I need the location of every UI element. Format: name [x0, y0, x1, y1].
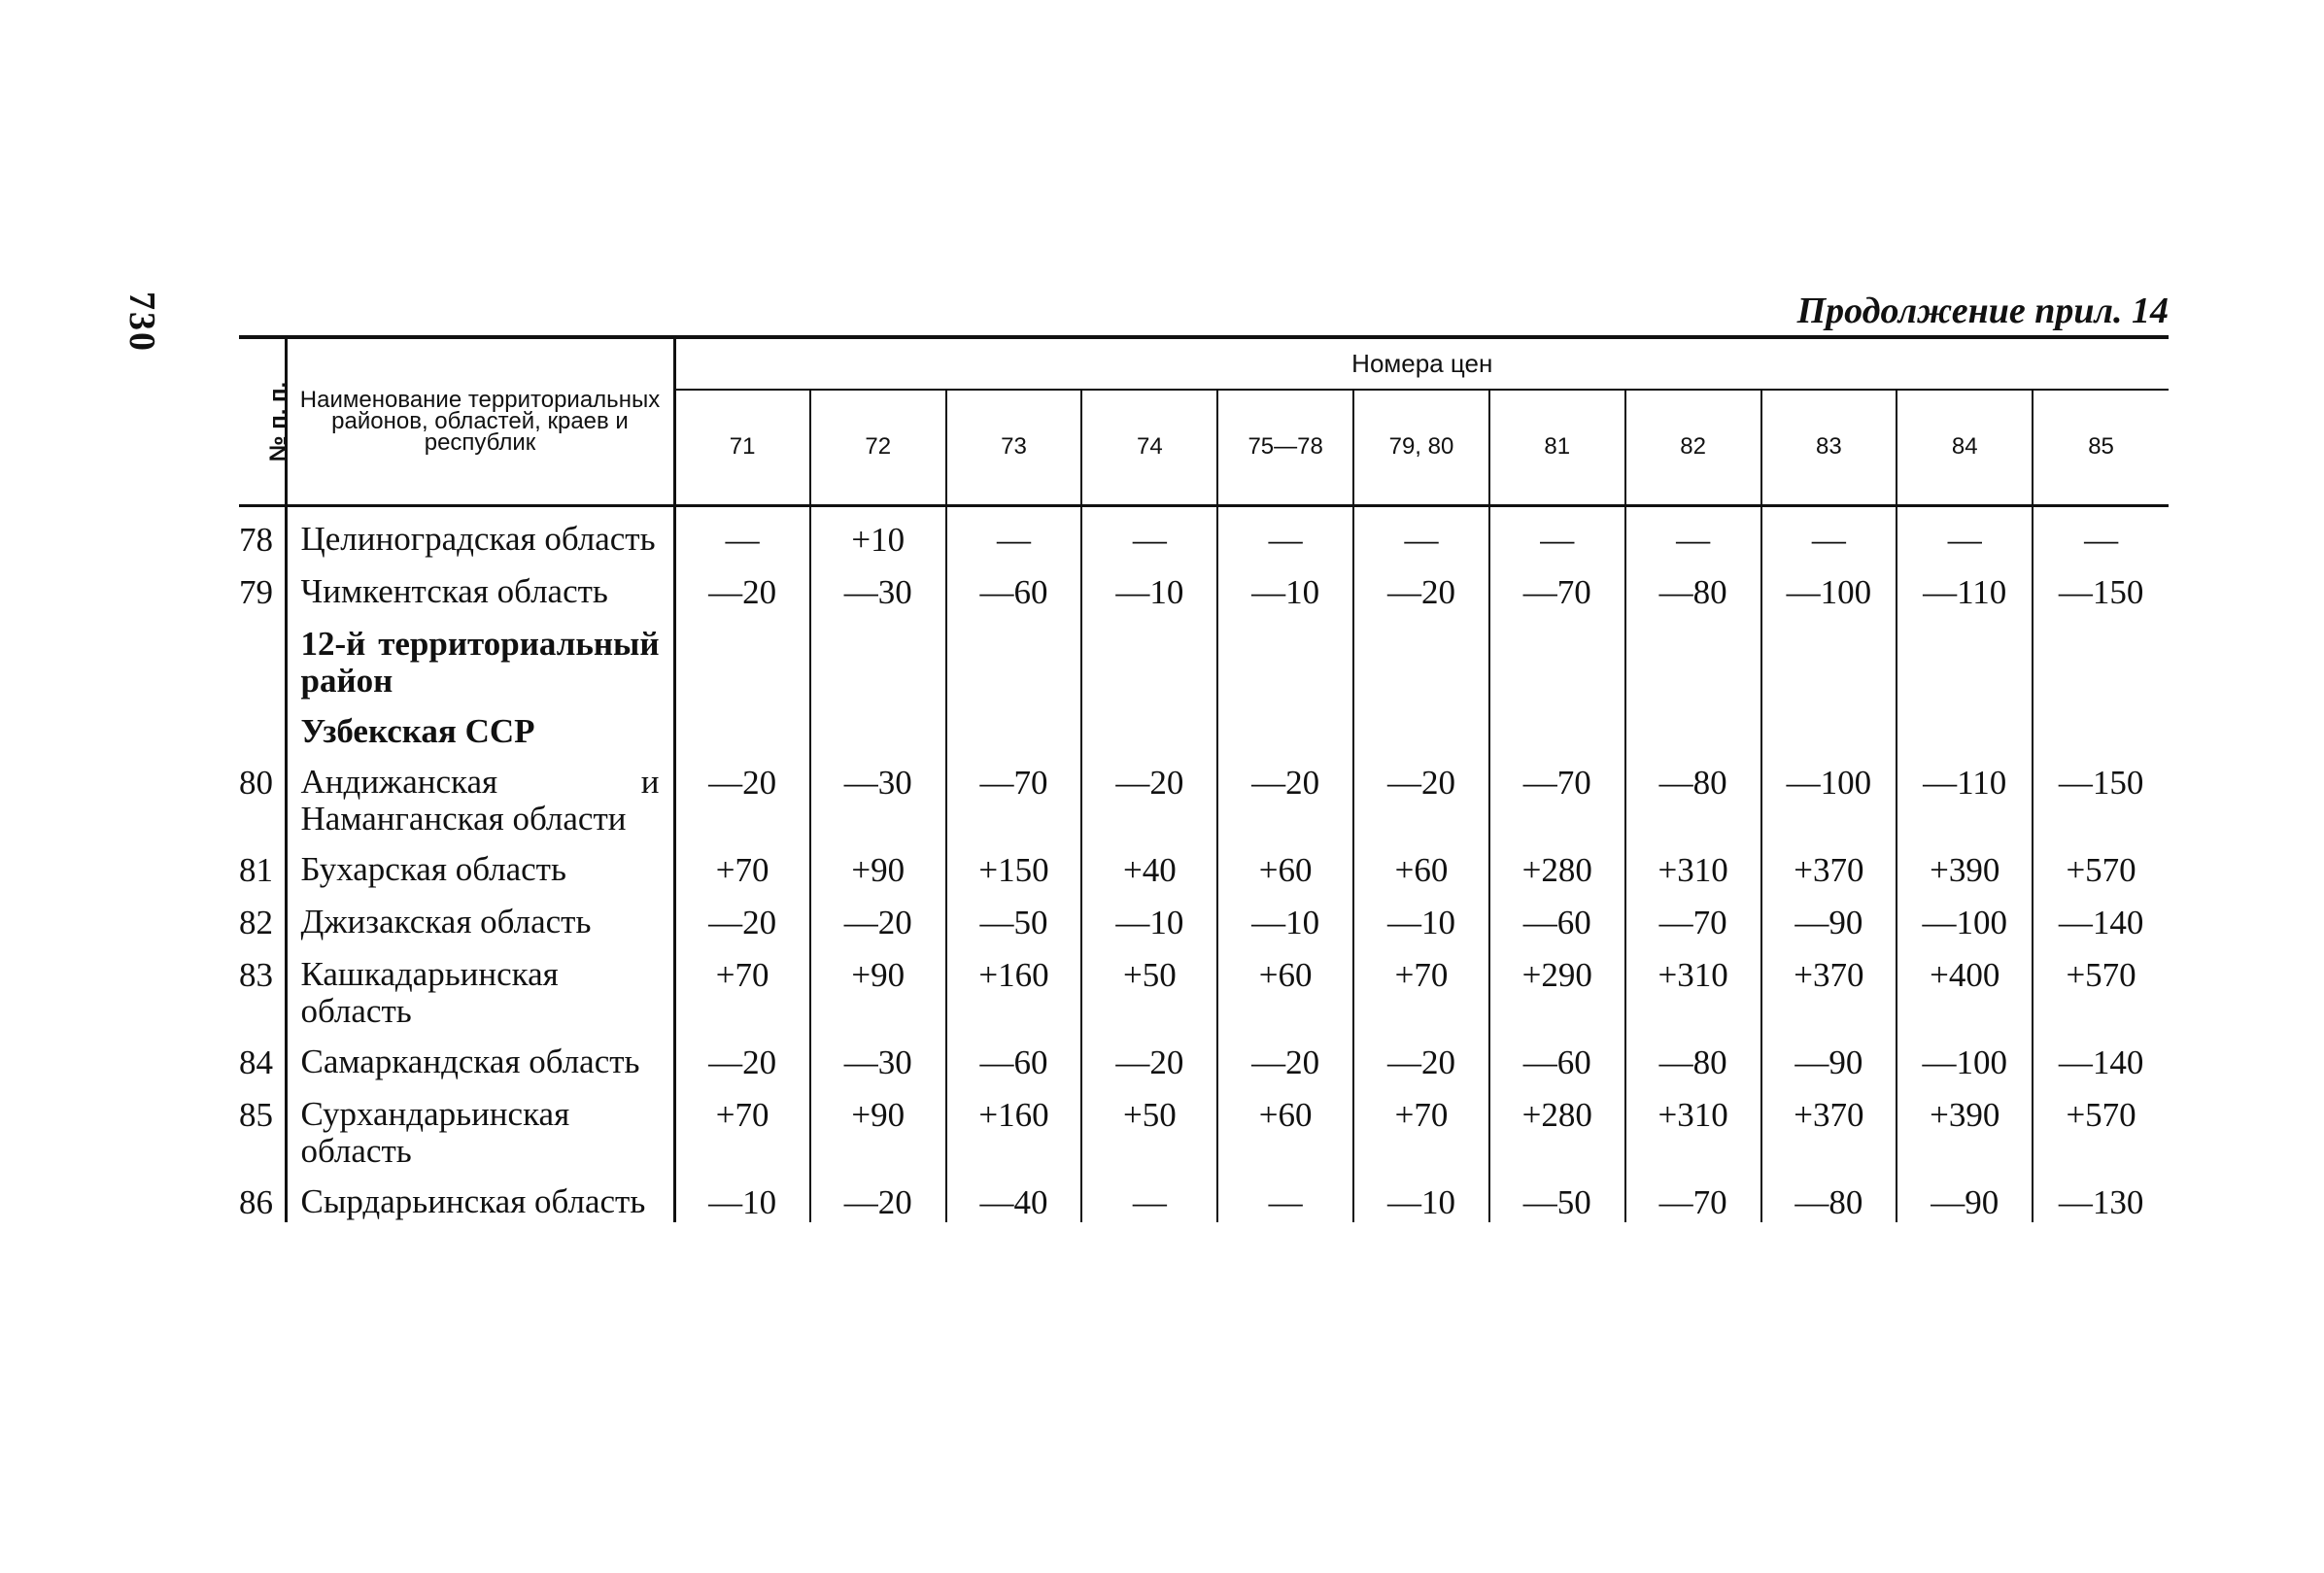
price-value: —60 [946, 560, 1082, 612]
price-value: +60 [1217, 838, 1353, 890]
region-name: Чимкентская область [286, 560, 674, 612]
price-column-header: 83 [1761, 390, 1897, 506]
price-value: +60 [1353, 838, 1489, 890]
row-number: 79 [239, 560, 286, 612]
price-value: —100 [1897, 890, 2033, 942]
price-value: — [1081, 506, 1217, 561]
price-value: +60 [1217, 942, 1353, 1030]
region-name: Кашкадарьинская область [286, 942, 674, 1030]
region-name: Сырдарьинская область [286, 1170, 674, 1222]
price-value: —20 [810, 890, 946, 942]
price-value: —90 [1761, 890, 1897, 942]
price-value: +280 [1489, 1082, 1625, 1170]
price-value: —90 [1897, 1170, 2033, 1222]
price-value: —70 [1489, 560, 1625, 612]
table-row [239, 506, 2169, 561]
section-title-row [239, 612, 2169, 700]
price-value: —20 [674, 560, 810, 612]
price-value: —110 [1897, 750, 2033, 838]
price-value: —20 [1353, 560, 1489, 612]
price-value: — [1081, 1170, 1217, 1222]
price-value: —140 [2058, 904, 2144, 941]
price-value: +570 [2066, 956, 2136, 994]
price-value: +90 [810, 1082, 946, 1170]
price-value: +310 [1625, 942, 1761, 1030]
row-number: 83 [239, 942, 286, 1030]
page-number: 730 [121, 291, 162, 353]
row-number: 85 [239, 1082, 286, 1170]
price-value: +40 [1081, 838, 1217, 890]
price-value: —30 [810, 560, 946, 612]
price-value: +70 [674, 838, 810, 890]
region-name-header: Наименование территориальных районов, областей, краев и республик [286, 337, 674, 506]
price-value: — [1489, 506, 1625, 561]
price-value: — [1625, 506, 1761, 561]
price-value: +70 [674, 1082, 810, 1170]
price-value: —80 [1761, 1170, 1897, 1222]
price-value: +70 [1353, 1082, 1489, 1170]
price-value: —130 [2058, 1183, 2144, 1221]
region-name: Андижанская и Наманганская области [286, 750, 674, 838]
price-value: —60 [946, 1030, 1082, 1082]
price-value: — [674, 506, 810, 561]
price-value: +70 [1353, 942, 1489, 1030]
price-value: —10 [1353, 890, 1489, 942]
table-row [239, 560, 2169, 612]
price-value: —90 [1761, 1030, 1897, 1082]
price-value: —10 [1217, 890, 1353, 942]
price-value: —20 [1217, 750, 1353, 838]
price-value: —80 [1625, 1030, 1761, 1082]
price-value: —10 [674, 1170, 810, 1222]
price-value: —80 [1625, 560, 1761, 612]
price-value: — [946, 506, 1082, 561]
price-column-header: 85 [2033, 390, 2169, 506]
price-value: —70 [1625, 890, 1761, 942]
price-value: —20 [674, 1030, 810, 1082]
row-number: 82 [239, 890, 286, 942]
region-name: Джизакская область [286, 890, 674, 942]
price-numbers-header: Номера цен [674, 337, 2169, 390]
section-subtitle: Узбекская ССР [286, 700, 674, 750]
price-value: +570 [2066, 1096, 2136, 1134]
region-name: Бухарская область [286, 838, 674, 890]
price-value: +370 [1761, 838, 1897, 890]
price-value: —30 [810, 750, 946, 838]
price-value: —20 [1217, 1030, 1353, 1082]
price-column-header: 75—78 [1217, 390, 1353, 506]
price-value: +400 [1897, 942, 2033, 1030]
section-title: 12-й территориальный район [286, 612, 674, 700]
price-value: — [1897, 506, 2033, 561]
price-value: —30 [810, 1030, 946, 1082]
region-name: Целиноградская область [286, 506, 674, 561]
price-value: —20 [674, 750, 810, 838]
price-value: +290 [1489, 942, 1625, 1030]
table-row [239, 1030, 2169, 1082]
price-value: +160 [946, 942, 1082, 1030]
price-value: —150 [2058, 573, 2144, 611]
table-row [239, 1082, 2169, 1170]
price-value: —20 [810, 1170, 946, 1222]
price-value: +570 [2066, 851, 2136, 889]
price-value: —10 [1081, 560, 1217, 612]
price-value: +90 [810, 838, 946, 890]
price-value: —20 [674, 890, 810, 942]
price-value: +50 [1081, 1082, 1217, 1170]
row-number: 86 [239, 1170, 286, 1222]
row-number: 81 [239, 838, 286, 890]
table-row [239, 942, 2169, 1030]
price-column-header: 81 [1489, 390, 1625, 506]
price-value: —20 [1081, 750, 1217, 838]
price-value: —110 [1897, 560, 2033, 612]
table-row [239, 890, 2169, 942]
row-number: 80 [239, 750, 286, 838]
price-value: —50 [946, 890, 1082, 942]
price-value: +310 [1625, 1082, 1761, 1170]
price-table-container [239, 335, 2169, 1222]
price-value: +90 [810, 942, 946, 1030]
row-number-header: № п. п. [239, 337, 286, 506]
price-value: —20 [1081, 1030, 1217, 1082]
price-table [239, 335, 2169, 1222]
price-value: —50 [1489, 1170, 1625, 1222]
row-number: 78 [239, 506, 286, 561]
price-value: —140 [2058, 1043, 2144, 1081]
price-value: —10 [1353, 1170, 1489, 1222]
price-value: +60 [1217, 1082, 1353, 1170]
price-value: +390 [1897, 1082, 2033, 1170]
price-value: — [1353, 506, 1489, 561]
price-value: +50 [1081, 942, 1217, 1030]
price-value: — [1761, 506, 1897, 561]
price-column-header: 79, 80 [1353, 390, 1489, 506]
continuation-label: Продолжение прил. 14 [1796, 291, 2169, 331]
price-value: —70 [1625, 1170, 1761, 1222]
region-name: Самаркандская область [286, 1030, 674, 1082]
price-value: —20 [1353, 1030, 1489, 1082]
region-name: Сурхандарьинская область [286, 1082, 674, 1170]
price-value: —70 [1489, 750, 1625, 838]
price-value: +370 [1761, 942, 1897, 1030]
table-body [239, 506, 2169, 1223]
price-value: +390 [1897, 838, 2033, 890]
price-value: —10 [1217, 560, 1353, 612]
table-row [239, 838, 2169, 890]
price-value: +280 [1489, 838, 1625, 890]
row-number: 84 [239, 1030, 286, 1082]
price-value: — [2084, 521, 2119, 559]
price-column-header: 82 [1625, 390, 1761, 506]
price-value: —100 [1761, 750, 1897, 838]
price-value: — [1217, 506, 1353, 561]
price-column-header: 71 [674, 390, 810, 506]
price-value: +370 [1761, 1082, 1897, 1170]
price-value: +70 [674, 942, 810, 1030]
price-value: — [1217, 1170, 1353, 1222]
price-column-header: 72 [810, 390, 946, 506]
price-value: —100 [1897, 1030, 2033, 1082]
price-value: —60 [1489, 890, 1625, 942]
price-value: —100 [1761, 560, 1897, 612]
table-row [239, 1170, 2169, 1222]
price-value: —150 [2058, 764, 2144, 802]
price-column-header: 74 [1081, 390, 1217, 506]
price-value: —20 [1353, 750, 1489, 838]
price-value: +160 [946, 1082, 1082, 1170]
price-value: —40 [946, 1170, 1082, 1222]
price-column-header: 84 [1897, 390, 2033, 506]
price-value: +10 [810, 506, 946, 561]
price-value: +310 [1625, 838, 1761, 890]
table-row [239, 750, 2169, 838]
price-value: —60 [1489, 1030, 1625, 1082]
price-value: —70 [946, 750, 1082, 838]
price-value: —80 [1625, 750, 1761, 838]
section-subtitle-row [239, 700, 2169, 750]
price-column-header: 73 [946, 390, 1082, 506]
price-value: +150 [946, 838, 1082, 890]
price-value: —10 [1081, 890, 1217, 942]
